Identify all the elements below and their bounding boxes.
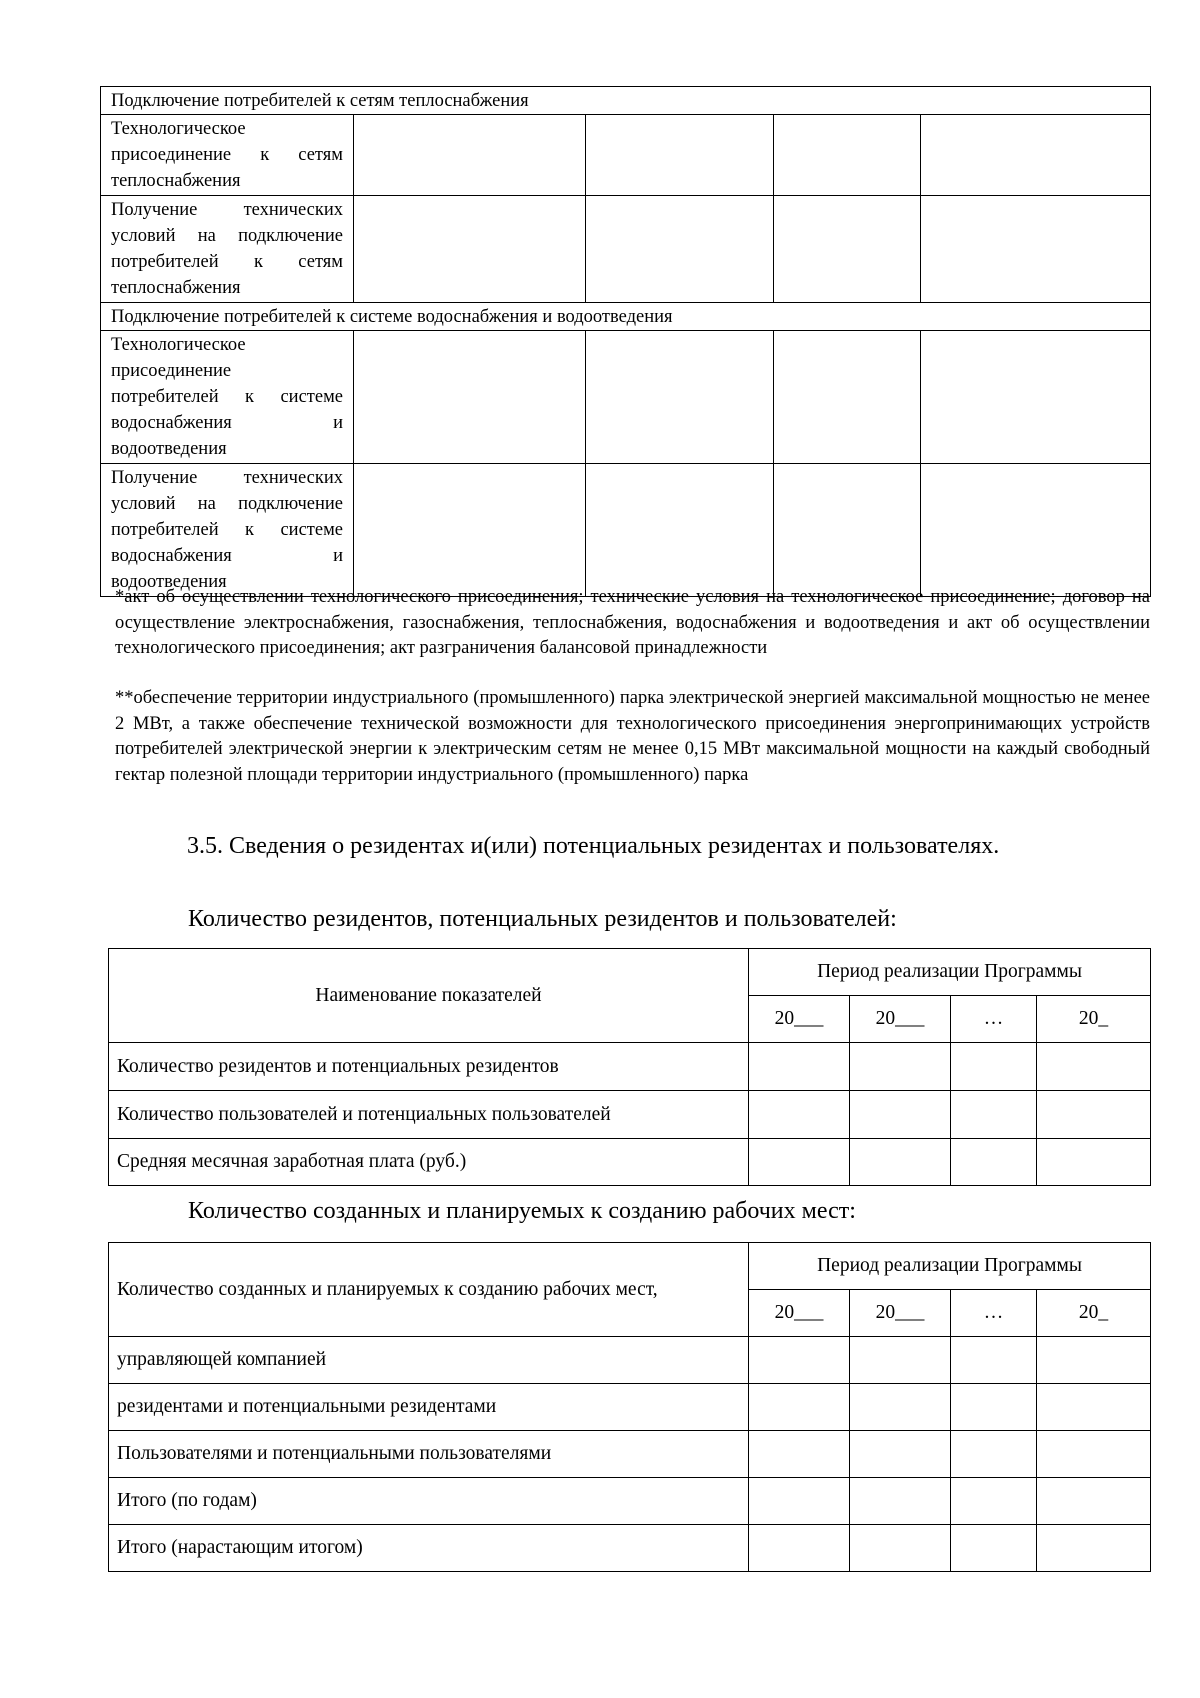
table-row [109,1431,1151,1478]
table-row [109,1478,1151,1525]
table-cell [1037,1525,1151,1572]
table-cell [1037,1337,1151,1384]
table-cell [774,331,921,464]
table-row [109,1337,1151,1384]
table-cell [774,115,921,196]
table-cell [850,1043,951,1091]
header-row [109,949,1151,996]
table-cell [1037,1478,1151,1525]
utilities-connection-table [100,86,1151,597]
section-row [101,87,1151,115]
table-cell [354,331,586,464]
footnote-1: *акт об осуществлении технологического присоединения; технические условия на технологическое присоединение; договор на осуществление электроснабжения, газоснабжения, теплоснабжения, водоснабжения и водоотведения и акт об осуществлении технологического присоединения; акт разграничения балансовой принадлежности [115,587,1150,658]
table-row [109,1043,1151,1091]
table-cell [774,464,921,597]
table-cell [749,1384,850,1431]
table-cell [951,1431,1037,1478]
table-cell [850,1091,951,1139]
row-label: Получение технических условий на подключение потребителей к сетям теплоснабжения [101,196,354,303]
row-label: Количество пользователей и потенциальных пользователей [109,1091,749,1139]
table-cell [749,1043,850,1091]
table-cell [951,1478,1037,1525]
jobs-caption: Количество созданных и планируемых к созданию рабочих мест: [188,1198,856,1224]
table-cell [354,464,586,597]
table-cell [921,115,1151,196]
year-header: 20_ [1037,1290,1151,1337]
year-header: … [951,1290,1037,1337]
table-row [109,1525,1151,1572]
table-row [101,196,1151,303]
row-label: Пользователями и потенциальными пользователями [109,1431,749,1478]
table-cell [850,1139,951,1186]
table-row [101,464,1151,597]
table-cell [1037,1431,1151,1478]
row-label: Средняя месячная заработная плата (руб.) [109,1139,749,1186]
row-label: Итого (по годам) [109,1478,749,1525]
table-cell [749,1431,850,1478]
header-row [109,1243,1151,1290]
year-header: 20___ [850,996,951,1043]
row-label: Количество резидентов и потенциальных резидентов [109,1043,749,1091]
table-cell [749,1139,850,1186]
table-cell [1037,1091,1151,1139]
footnote-2: **обеспечение территории индустриального (промышленного) парка электрической энергией максимальной мощностью не менее 2 МВт, а также обеспечение технической возможности для технологического присоединения энергопринимающих устройств потребителей электрической энергии к электрическим сетям не менее 0,15 МВт максимальной мощности на каждый свободный гектар полезной площади территории индустриального (промышленного) парка [115,688,1150,785]
year-header: 20___ [749,996,850,1043]
table-cell [586,464,774,597]
year-header: 20_ [1037,996,1151,1043]
table-cell [951,1384,1037,1431]
residents-table [108,948,1151,1186]
table-row [109,1091,1151,1139]
table-cell [951,1091,1037,1139]
table-cell [1037,1043,1151,1091]
year-header: 20___ [850,1290,951,1337]
table-cell [749,1525,850,1572]
section-row [101,303,1151,331]
table-cell [749,1091,850,1139]
row-label: Итого (нарастающим итогом) [109,1525,749,1572]
table-cell [749,1478,850,1525]
section-title-water: Подключение потребителей к системе водоснабжения и водоотведения [101,303,1151,331]
table-cell [850,1337,951,1384]
section-title: Сведения о резидентах и(или) потенциальных резидентах и пользователях. [229,833,1000,859]
year-header: 20___ [749,1290,850,1337]
table-cell [1037,1384,1151,1431]
table-row [101,331,1151,464]
row-label: Технологическое присоединение потребителей к системе водоснабжения и водоотведения [101,331,354,464]
name-header: Наименование показателей [109,949,749,1043]
table-row [109,1384,1151,1431]
row-label: управляющей компанией [109,1337,749,1384]
table-cell [921,331,1151,464]
table-cell [850,1525,951,1572]
table-cell [586,196,774,303]
table-cell [586,331,774,464]
period-header: Период реализации Программы [749,1243,1151,1290]
year-header: … [951,996,1037,1043]
table-row [101,115,1151,196]
residents-caption: Количество резидентов, потенциальных резидентов и пользователей: [188,906,897,932]
row-label: Получение технических условий на подключение потребителей к системе водоснабжения и водоотведения [101,464,354,597]
table-cell [774,196,921,303]
table-cell [586,115,774,196]
row-label: Технологическое присоединение к сетям теплоснабжения [101,115,354,196]
table-cell [951,1139,1037,1186]
table-cell [951,1043,1037,1091]
table-cell [354,115,586,196]
section-number: 3.5. [187,833,223,859]
section-heading [115,830,1150,863]
name-header: Количество созданных и планируемых к созданию рабочих мест, [109,1243,749,1337]
table-cell [850,1478,951,1525]
table-cell [749,1337,850,1384]
table-row [109,1139,1151,1186]
table-cell [921,464,1151,597]
table-cell [850,1431,951,1478]
table-cell [951,1337,1037,1384]
section-title-heat: Подключение потребителей к сетям теплоснабжения [101,87,1151,115]
jobs-table [108,1242,1151,1572]
table-cell [921,196,1151,303]
table-cell [951,1525,1037,1572]
table-cell [354,196,586,303]
row-label: резидентами и потенциальными резидентами [109,1384,749,1431]
period-header: Период реализации Программы [749,949,1151,996]
table-cell [850,1384,951,1431]
table-cell [1037,1139,1151,1186]
